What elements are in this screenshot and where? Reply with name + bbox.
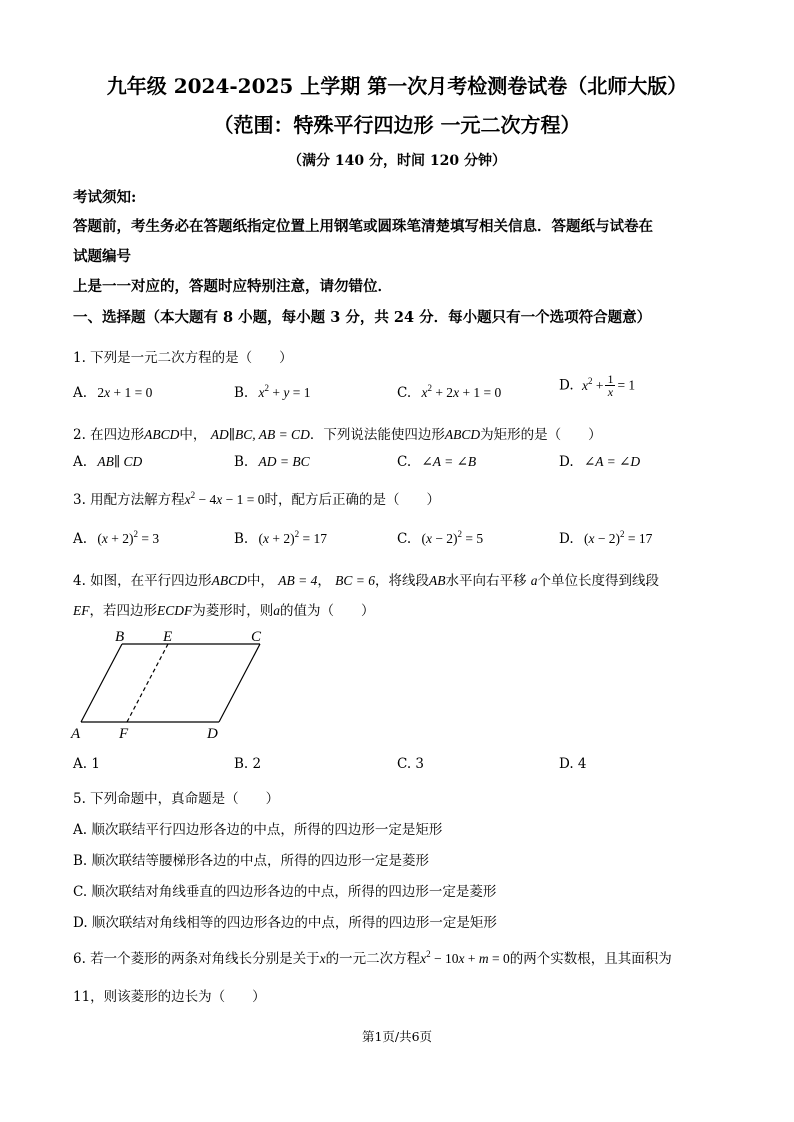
page-number: 第1页/共6页 [361, 1029, 433, 1044]
question-5-option-b: B. 顺次联结等腰梯形各边的中点，所得的四边形一定是菱形 [73, 853, 430, 869]
question-2-stem: 2. 在四边形ABCD中， AD∥BC, AB = CD．下列说法能使四边形ABCD为矩形的是（ ） [73, 427, 602, 443]
question-4-option-c: C. 3 [397, 756, 425, 772]
question-2-option-b: B. AD = BC [234, 454, 310, 470]
question-4-stem-line-2: EF，若四边形ECDF为菱形时，则a的值为（ ） [73, 603, 375, 619]
question-1-option-a: A. 2x + 1 = 0 [73, 385, 153, 401]
question-1-option-c: C. $x^2 + 2x + 1 = 0$ [397, 383, 502, 401]
question-6-stem-line-1: 6. 若一个菱形的两条对角线长分别是关于x的一元二次方程$x^2 - 10x + m = 0$的两个实数根，且其面积为 [73, 949, 672, 967]
question-2-option-d: D. ∠A = ∠D [559, 454, 641, 470]
label-e: E [163, 629, 173, 645]
label-a: A [71, 726, 81, 742]
question-3-option-a: A. $(x + 2)^2 = 3$ [73, 529, 160, 547]
exam-scope: （范围：特殊平行四边形 一元二次方程） [213, 113, 581, 137]
label-f: F [119, 726, 129, 742]
notice-heading: 考试须知: [73, 189, 137, 206]
question-3-option-d: D. $(x - 2)^2 = 17$ [559, 529, 653, 547]
question-2-option-c: C. ∠A = ∠B [397, 454, 477, 470]
question-3-option-c: C. $(x - 2)^2 = 5$ [397, 529, 484, 547]
question-5-option-a: A. 顺次联结平行四边形各边的中点，所得的四边形一定是矩形 [73, 822, 443, 838]
question-2-option-a: A. AB∥ CD [73, 454, 143, 470]
segment-ef-dashed [127, 644, 168, 722]
question-4-stem-line-1: 4. 如图，在平行四边形ABCD中， AB = 4， BC = 6，将线段AB水平向右平移 a个单位长度得到线段 [73, 573, 660, 589]
question-1-option-d: D. $x^2$ + $\frac{1}{x}$ = 1 [559, 372, 636, 399]
question-5-option-d: D. 顺次联结对角线相等的四边形各边的中点，所得的四边形一定是矩形 [73, 915, 497, 931]
notice-line-2: 试题编号 [73, 248, 131, 265]
label-c: C [251, 629, 262, 645]
exam-title: 九年级 2024-2025 上学期 第一次月考检测卷试卷（北师大版） [106, 74, 688, 98]
question-3-stem: 3. 用配方法解方程$x^2 - 4x - 1 = 0$时，配方后正确的是（ ） [73, 490, 441, 508]
section-1-heading: 一、选择题（本大题有 8 小题，每小题 3 分，共 24 分．每小题只有一个选项符合题意） [73, 309, 652, 326]
question-1-option-b: B. $x^2 + y = 1$ [234, 383, 311, 401]
question-4-option-b: B. 2 [234, 756, 262, 772]
question-5-stem: 5. 下列命题中，真命题是（ ） [73, 791, 280, 807]
question-6-stem-line-2: 11，则该菱形的边长为（ ） [73, 989, 266, 1005]
notice-line-1: 答题前，考生务必在答题纸指定位置上用钢笔或圆珠笔清楚填写相关信息．答题纸与试卷在 [73, 218, 653, 235]
question-3-option-b: B. $(x + 2)^2 = 17$ [234, 529, 327, 547]
parallelogram-figure [65, 625, 285, 745]
question-4-option-d: D. 4 [559, 756, 587, 772]
label-d: D [207, 726, 218, 742]
edge-cd [219, 644, 260, 722]
question-4-option-a: A. 1 [73, 756, 100, 772]
exam-meta: （满分 140 分，时间 120 分钟） [288, 153, 506, 169]
question-1-stem: 1. 下列是一元二次方程的是（ ） [73, 350, 293, 366]
question-5-option-c: C. 顺次联结对角线垂直的四边形各边的中点，所得的四边形一定是菱形 [73, 884, 497, 900]
label-b: B [115, 629, 125, 645]
notice-line-3: 上是一一对应的，答题时应特别注意，请勿错位． [73, 278, 392, 295]
edge-ab [81, 644, 122, 722]
